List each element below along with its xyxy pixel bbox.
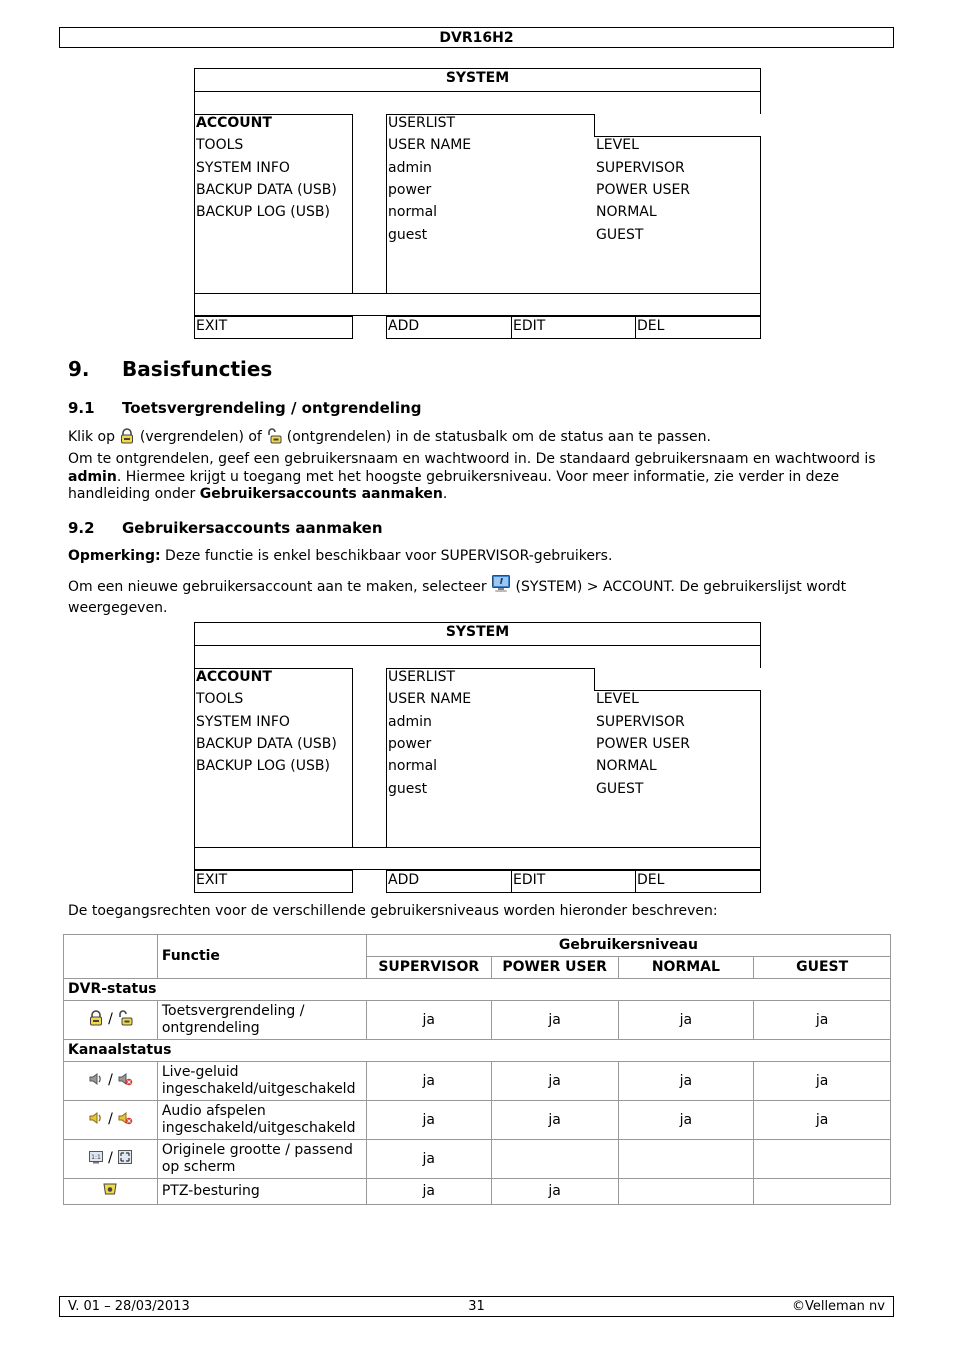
original-size-icon (88, 1149, 104, 1170)
row-icons (64, 1179, 158, 1205)
system-monitor-icon (491, 574, 511, 600)
bold-text: admin (68, 468, 117, 485)
unlock-icon (266, 428, 282, 450)
user-name[interactable]: normal (388, 204, 438, 220)
cell-power-user: ja (491, 1101, 618, 1140)
user-name[interactable]: power (388, 736, 432, 752)
cell-supervisor: ja (366, 1001, 491, 1040)
subsection-number: 9.1 (68, 399, 95, 417)
userlist-tab-gap (594, 668, 761, 691)
user-name[interactable]: guest (388, 781, 428, 797)
text-run: Klik op (68, 429, 120, 445)
speaker-on-icon (88, 1071, 104, 1092)
cell-power-user (491, 1140, 618, 1179)
cell-power-user: ja (491, 1062, 618, 1101)
subsection-title: Gebruikersaccounts aanmaken (122, 519, 383, 537)
column-header-power-user: POWER USER (491, 957, 618, 979)
cell-normal: ja (618, 1001, 754, 1040)
menu-item-backup-log[interactable]: BACKUP LOG (USB) (196, 204, 330, 220)
cell-power-user: ja (491, 1179, 618, 1205)
icon-separator: / (108, 1071, 113, 1088)
column-level: LEVEL (596, 691, 639, 707)
text-run: . (442, 486, 448, 502)
table-header-icon-cell (64, 935, 158, 979)
menu-item-backup-data[interactable]: BACKUP DATA (USB) (196, 736, 337, 752)
userlist-tab[interactable]: USERLIST (388, 669, 456, 685)
table-row (64, 1140, 891, 1179)
lock-icon (119, 428, 135, 450)
column-header-levels: Gebruikersniveau (366, 935, 890, 957)
user-name[interactable]: admin (388, 714, 432, 730)
exit-label: EXIT (196, 872, 228, 888)
row-icons (64, 1101, 158, 1140)
lock-icon (88, 1010, 104, 1031)
audio-playback-on-icon (88, 1110, 104, 1131)
section-heading (68, 357, 273, 381)
userlist-tab-gap (594, 114, 761, 137)
fit-to-screen-icon (117, 1149, 133, 1170)
user-level: NORMAL (596, 758, 657, 774)
text-run: (ontgrendelen) in de statusbalk om de status aan te passen. (282, 429, 711, 445)
text-run: Om een nieuwe gebruikersaccount aan te maken, selecteer (68, 579, 492, 595)
speaker-muted-icon (117, 1071, 133, 1092)
user-name[interactable]: normal (388, 758, 438, 774)
del-label: DEL (637, 318, 665, 334)
group-dvr-status: DVR-status (64, 979, 891, 1001)
user-name[interactable]: admin (388, 160, 432, 176)
row-icons (64, 1062, 158, 1101)
system-menu-spacer-row (194, 294, 761, 316)
subsection-heading-9-1 (68, 399, 422, 417)
footer-version: V. 01 – 28/03/2013 (68, 1299, 190, 1314)
paragraph-lock-toggle (68, 428, 888, 450)
table-row (64, 1179, 891, 1205)
document-title: DVR16H2 (439, 30, 514, 46)
table-row (64, 1001, 891, 1040)
system-menu-title: SYSTEM (445, 624, 510, 640)
text-run: Om te ontgrendelen, geef een gebruikersnaam en wachtwoord in. De standaard gebruikersnaam en wachtwoord is (68, 451, 876, 467)
system-menu-diagram-2 (194, 622, 761, 894)
subsection-title: Toetsvergrendeling / ontgrendeling (122, 399, 422, 417)
cell-normal (618, 1179, 754, 1205)
note-label: Opmerking: (68, 548, 161, 564)
menu-item-system-info[interactable]: SYSTEM INFO (196, 714, 290, 730)
table-header-row (64, 935, 891, 957)
permissions-table (63, 934, 891, 1205)
system-menu-title: SYSTEM (445, 70, 510, 86)
text-run: (vergrendelen) of (135, 429, 267, 445)
paragraph-access-rights: De toegangsrechten voor de verschillende gebruikersniveaus worden hieronder beschreven: (68, 903, 718, 919)
user-name[interactable]: guest (388, 227, 428, 243)
group-channel-status: Kanaalstatus (64, 1040, 891, 1062)
cell-supervisor: ja (366, 1179, 491, 1205)
section-title: Basisfuncties (122, 357, 273, 381)
userlist-tab[interactable]: USERLIST (388, 115, 456, 131)
cell-supervisor: ja (366, 1062, 491, 1101)
table-row (64, 1101, 891, 1140)
row-function: Toetsvergrendeling / ontgrendeling (157, 1001, 366, 1040)
column-user-name: USER NAME (388, 137, 472, 153)
subsection-number: 9.2 (68, 519, 95, 537)
column-header-guest: GUEST (754, 957, 891, 979)
user-level: POWER USER (596, 182, 691, 198)
add-label: ADD (388, 872, 420, 888)
user-level: GUEST (596, 227, 644, 243)
system-menu-diagram-1 (194, 68, 761, 340)
row-function: Originele grootte / passend op scherm (157, 1140, 366, 1179)
text-run: (SYSTEM) > ACCOUNT. De gebruikerslijst wordt weergegeven. (68, 579, 847, 616)
svg-text:1:1: 1:1 (90, 1153, 101, 1161)
cell-normal (618, 1140, 754, 1179)
menu-item-tools[interactable]: TOOLS (196, 691, 244, 707)
column-header-supervisor: SUPERVISOR (366, 957, 491, 979)
footer-copyright: ©Velleman nv (791, 1299, 885, 1314)
user-name[interactable]: power (388, 182, 432, 198)
unlock-icon (117, 1010, 133, 1031)
system-menu-spacer-row (194, 848, 761, 870)
row-function: Live-geluid ingeschakeld/uitgeschakeld (157, 1062, 366, 1101)
bold-link-text: Gebruikersaccounts aanmaken (199, 486, 443, 502)
user-level: NORMAL (596, 204, 657, 220)
edit-label: EDIT (513, 318, 546, 334)
cell-guest: ja (754, 1062, 891, 1101)
text-run: . Hiermee krijgt u toegang met het hoogste gebruikersniveau. Voor meer informatie, zie verder in deze handleiding onder (68, 468, 840, 502)
row-function: Audio afspelen ingeschakeld/uitgeschakeld (157, 1101, 366, 1140)
del-label: DEL (637, 872, 665, 888)
section-number: 9. (68, 357, 90, 381)
cell-supervisor: ja (366, 1140, 491, 1179)
cell-guest: ja (754, 1001, 891, 1040)
cell-power-user: ja (491, 1001, 618, 1040)
menu-item-backup-log[interactable]: BACKUP LOG (USB) (196, 758, 330, 774)
menu-item-account[interactable]: ACCOUNT (196, 115, 272, 131)
column-level: LEVEL (596, 137, 639, 153)
icon-separator: / (108, 1010, 113, 1027)
column-header-normal: NORMAL (618, 957, 754, 979)
paragraph-create-account (68, 574, 888, 617)
add-label: ADD (388, 318, 420, 334)
footer-page-number: 31 (468, 1299, 485, 1314)
menu-item-system-info[interactable]: SYSTEM INFO (196, 160, 290, 176)
ptz-camera-icon (102, 1181, 118, 1202)
column-user-name: USER NAME (388, 691, 472, 707)
edit-label: EDIT (513, 872, 546, 888)
column-header-function: Functie (157, 935, 366, 979)
user-level: SUPERVISOR (596, 160, 685, 176)
cell-guest (754, 1140, 891, 1179)
icon-separator: / (108, 1110, 113, 1127)
subsection-heading-9-2 (68, 519, 383, 537)
cell-supervisor: ja (366, 1101, 491, 1140)
row-icons (64, 1001, 158, 1040)
cell-normal: ja (618, 1062, 754, 1101)
audio-playback-muted-icon (117, 1110, 133, 1131)
row-function: PTZ-besturing (157, 1179, 366, 1205)
row-icons (64, 1140, 158, 1179)
table-row (64, 1062, 891, 1101)
icon-separator: / (108, 1149, 113, 1166)
user-level: SUPERVISOR (596, 714, 685, 730)
menu-item-tools[interactable]: TOOLS (196, 137, 244, 153)
cell-guest (754, 1179, 891, 1205)
cell-guest: ja (754, 1101, 891, 1140)
table-group-row (64, 1040, 891, 1062)
menu-item-account[interactable]: ACCOUNT (196, 669, 272, 685)
table-group-row (64, 979, 891, 1001)
exit-label: EXIT (196, 318, 228, 334)
cell-normal: ja (618, 1101, 754, 1140)
page-header (59, 27, 894, 48)
paragraph-unlock-info (68, 451, 888, 504)
page-footer (59, 1296, 894, 1317)
menu-item-backup-data[interactable]: BACKUP DATA (USB) (196, 182, 337, 198)
user-level: GUEST (596, 781, 644, 797)
note-text: Deze functie is enkel beschikbaar voor SUPERVISOR-gebruikers. (160, 548, 613, 564)
user-level: POWER USER (596, 736, 691, 752)
paragraph-note (68, 548, 888, 566)
